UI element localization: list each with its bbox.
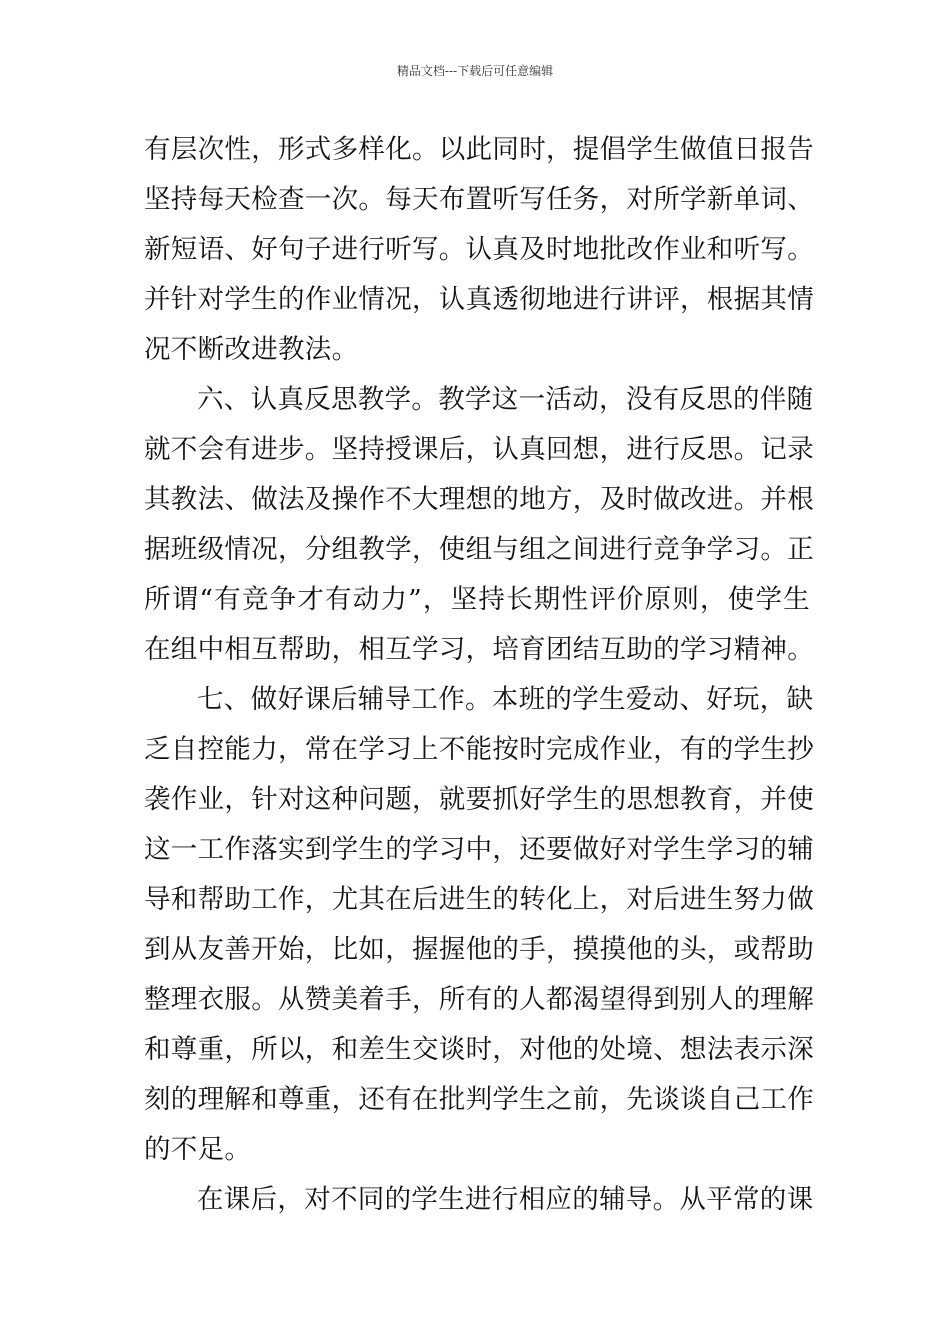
text-line: 导和帮助工作，尤其在后进生的转化上，对后进生努力做: [144, 884, 814, 915]
text-line: 在组中相互帮助，相互学习，培育团结互助的学习精神。: [144, 634, 814, 665]
text-line: 新短语、好句子进行听写。认真及时地批改作业和听写。: [144, 234, 814, 265]
paragraph-start-line: 在课后，对不同的学生进行相应的辅导。从平常的课: [197, 1184, 814, 1215]
text-line: 有层次性，形式多样化。以此同时，提倡学生做值日报告: [144, 134, 814, 165]
text-line: 就不会有进步。坚持授课后，认真回想，进行反思。记录: [144, 434, 814, 465]
text-line: 坚持每天检查一次。每天布置听写任务，对所学新单词、: [144, 184, 814, 215]
text-line: 和尊重，所以，和差生交谈时，对他的处境、想法表示深: [144, 1034, 814, 1065]
text-line: 乏自控能力，常在学习上不能按时完成作业，有的学生抄: [144, 734, 814, 765]
text-line: 的不足。: [144, 1134, 252, 1165]
page-header: 精品文档---下载后可任意编辑: [396, 64, 554, 78]
text-line: 刻的理解和尊重，还有在批判学生之前，先谈谈自己工作: [144, 1084, 814, 1115]
text-line: 这一工作落实到学生的学习中，还要做好对学生学习的辅: [144, 834, 814, 865]
text-line: 所谓“有竞争才有动力”，坚持长期性评价原则，使学生: [144, 584, 810, 615]
text-line: 整理衣服。从赞美着手，所有的人都渴望得到别人的理解: [144, 984, 814, 1015]
section-seven-heading-line: 七、做好课后辅导工作。本班的学生爱动、好玩，缺: [197, 684, 814, 715]
section-six-heading-line: 六、认真反思教学。教学这一活动，没有反思的伴随: [197, 384, 814, 415]
text-line: 并针对学生的作业情况，认真透彻地进行讲评，根据其情: [144, 284, 814, 315]
document-body: [144, 125, 814, 1225]
text-line: 袭作业，针对这种问题，就要抓好学生的思想教育，并使: [144, 784, 814, 815]
text-line: 据班级情况，分组教学，使组与组之间进行竞争学习。正: [144, 534, 814, 565]
text-line: 其教法、做法及操作不大理想的地方，及时做改进。并根: [144, 484, 814, 515]
text-line: 到从友善开始，比如，握握他的手，摸摸他的头，或帮助: [144, 934, 814, 965]
text-line: 况不断改进教法。: [144, 334, 359, 365]
